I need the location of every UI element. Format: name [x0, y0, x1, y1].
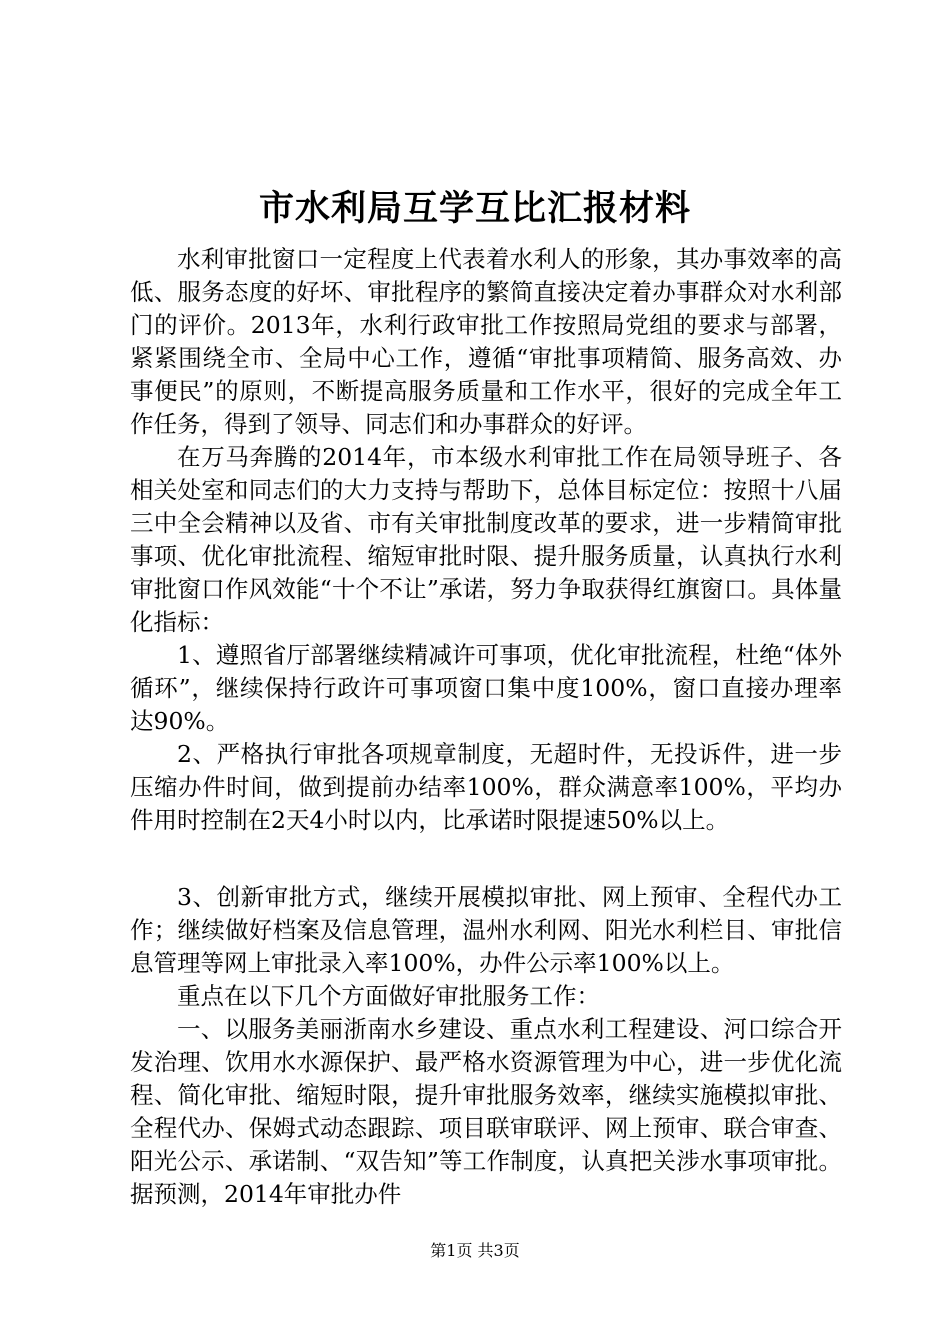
paragraph-section-one: 一、以服务美丽浙南水乡建设、重点水利工程建设、河口综合开发治理、饮用水水源保护、最严格水资源管理为中心，进一步优化流程、简化审批、缩短时限，提升审批服务效率，继续实施模拟审批、全程代办、保姆式动态跟踪、项目联审联评、网上预审、联合审查、阳光公示、承诺制、“双告知”等工作制度，认真把关涉水事项审批。据预测，2014年审批办件	[130, 1015, 842, 1208]
page-number: 第1页 共3页	[430, 1241, 520, 1260]
paragraph-indicator-1: 1、遵照省厅部署继续精减许可事项，优化审批流程，杜绝“体外循环”，继续保持行政许可事项窗口集中度100%，窗口直接办理率达90%。	[130, 641, 842, 735]
document-body	[130, 243, 842, 1211]
paragraph-intro: 水利审批窗口一定程度上代表着水利人的形象，其办事效率的高低、服务态度的好坏、审批程序的繁简直接决定着办事群众对水利部门的评价。2013年，水利行政审批工作按照局党组的要求与部署，紧紧围绕全市、全局中心工作，遵循“审批事项精简、服务高效、办事便民”的原则，不断提高服务质量和工作水平，很好的完成全年工作任务，得到了领导、同志们和办事群众的好评。	[130, 245, 842, 438]
paragraph-indicator-3: 3、创新审批方式，继续开展模拟审批、网上预审、全程代办工作；继续做好档案及信息管理，温州水利网、阳光水利栏目、审批信息管理等网上审批录入率100%，办件公示率100%以上。	[130, 883, 842, 977]
paragraph-gap	[130, 837, 842, 881]
paragraph-key-areas: 重点在以下几个方面做好审批服务工作：	[177, 982, 600, 1010]
paragraph-2014-goals: 在万马奔腾的2014年，市本级水利审批工作在局领导班子、各相关处室和同志们的大力支持与帮助下，总体目标定位：按照十八届三中全会精神以及省、市有关审批制度改革的要求，进一步精简审批事项、优化审批流程、缩短审批时限、提升服务质量，认真执行水利审批窗口作风效能“十个不让”承诺，努力争取获得红旗窗口。具体量化指标：	[130, 443, 842, 636]
document-title: 市水利局互学互比汇报材料	[258, 188, 691, 229]
paragraph-indicator-2: 2、严格执行审批各项规章制度，无超时件，无投诉件，进一步压缩办件时间，做到提前办结率100%，群众满意率100%，平均办件用时控制在2天4小时以内，比承诺时限提速50%以上。	[130, 740, 842, 834]
